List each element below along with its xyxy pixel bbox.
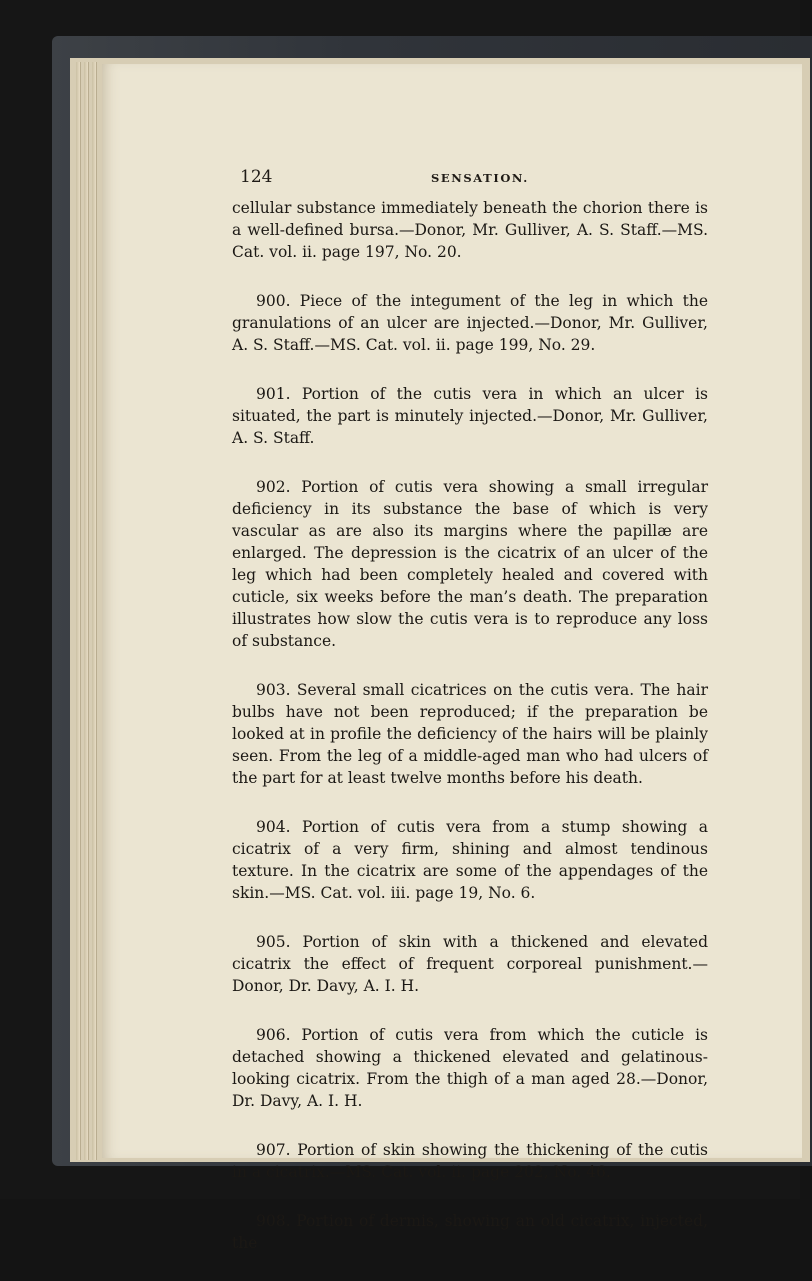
page-header: [240, 167, 540, 191]
paragraph-continuation: cellular substance immediately beneath the chorion there is a well-defined bursa.—Donor, Mr. Gulliver, A. S. Staff.—MS. Cat. vol. ii. page 197, No. 20.: [232, 199, 708, 261]
catalog-entry-908: 908. Portion of dermis, showing an old cicatrix, injected, the: [232, 1212, 708, 1252]
catalog-entry-903: 903. Several small cicatrices on the cutis vera. The hair bulbs have not been reproduced; if the preparation be looked at in profile the deficiency of the hairs will be plainly seen. From the leg of a middle-aged man who had ulcers of the part for at least twelve months before his death.: [232, 681, 708, 787]
page-edge: [84, 62, 89, 1160]
page-number: 124: [240, 167, 273, 187]
catalog-entry-907: 907. Portion of skin showing the thickening of the cutis in a cicatrix.—MS. Cat. vol. ii. page 202, No. 46.: [232, 1141, 708, 1181]
catalog-entry-900: 900. Piece of the integument of the leg in which the granulations of an ulcer are injected.—Donor, Mr. Gulliver, A. S. Staff.—MS. Cat. vol. ii. page 199, No. 29.: [232, 292, 708, 354]
page-edge: [92, 62, 97, 1160]
catalog-entry-904: 904. Portion of cutis vera from a stump showing a cicatrix of a very firm, shining and almost tendinous texture. In the cicatrix are some of the appendages of the skin.—MS. Cat. vol. iii. page 19, No. 6.: [232, 818, 708, 902]
page-edge: [76, 62, 81, 1160]
catalog-entry-902: 902. Portion of cutis vera showing a small irregular deficiency in its substance the base of which is very vascular as are also its margins where the papillæ are enlarged. The depression is the cicatrix of an ulcer of the leg which had been completely healed and covered with cuticle, six weeks before the man’s death. The preparation illustrates how slow the cutis vera is to reproduce any loss of substance.: [232, 478, 708, 650]
catalog-entry-901: 901. Portion of the cutis vera in which an ulcer is situated, the part is minutely injected.—Donor, Mr. Gulliver, A. S. Staff.: [232, 385, 708, 447]
running-title: SENSATION.: [431, 171, 529, 185]
catalog-entry-906: 906. Portion of cutis vera from which the cuticle is detached showing a thickened elevated and gelatinous-looking cicatrix. From the thigh of a man aged 28.—Donor, Dr. Davy, A. I. H.: [232, 1026, 708, 1110]
catalog-entry-905: 905. Portion of skin with a thickened and elevated cicatrix the effect of frequent corporeal punishment.—Donor, Dr. Davy, A. I. H.: [232, 933, 708, 995]
page-body: [232, 197, 708, 1281]
